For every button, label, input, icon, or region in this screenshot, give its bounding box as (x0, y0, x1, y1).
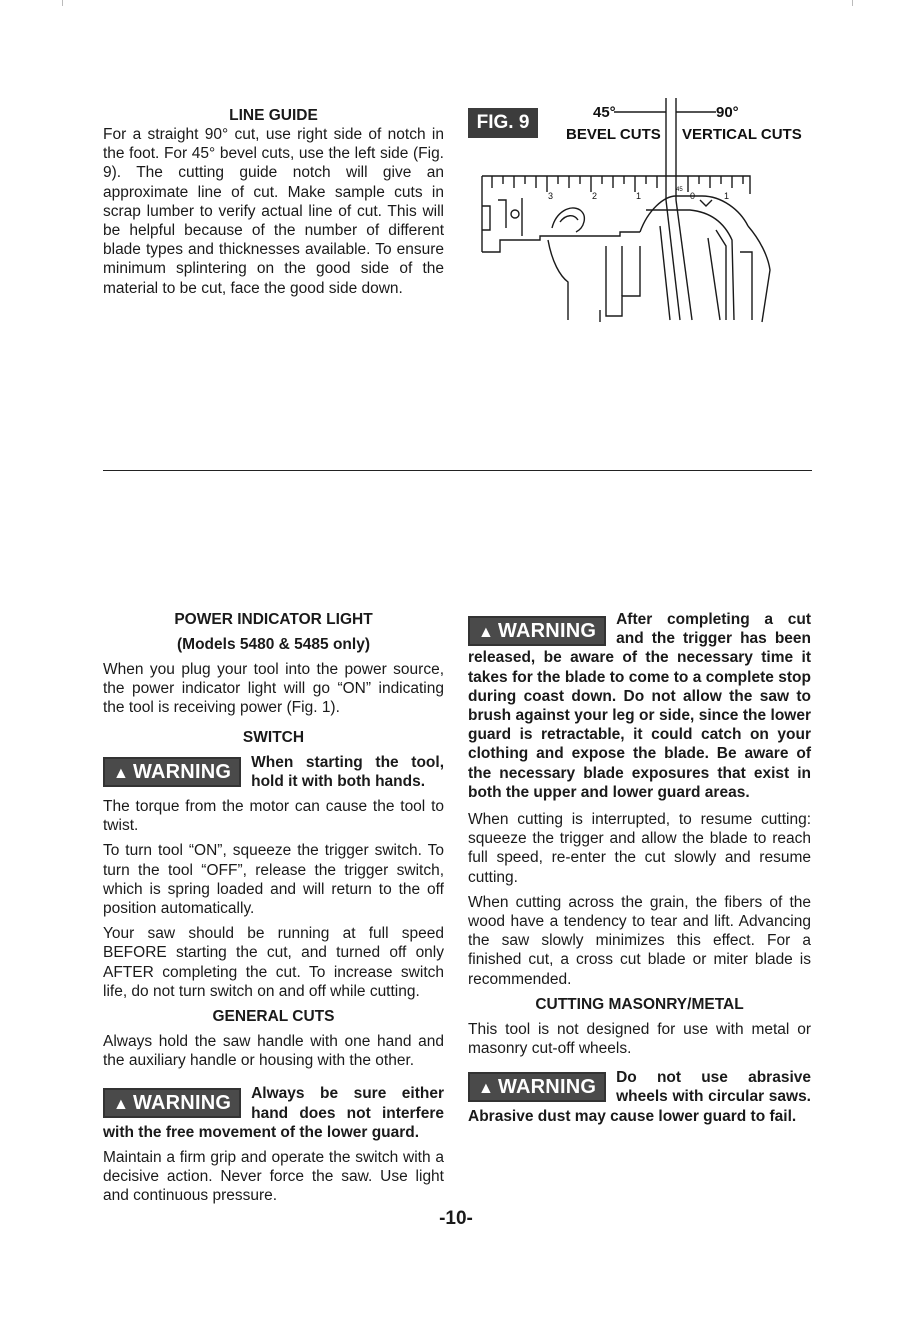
scale-number: 0 (690, 191, 696, 201)
masonry-warning-text: Do not use abrasive wheels with circular saws. Abrasive dust may cause lower guard to fail. (468, 1069, 811, 1125)
warning-triangle-icon: ▲ (113, 764, 130, 782)
power-indicator-models: (Models 5480 & 5485 only) (177, 636, 370, 653)
warning-badge (103, 757, 241, 787)
line-guide-heading: LINE GUIDE (229, 107, 318, 124)
power-indicator-heading: POWER INDICATOR LIGHT (174, 611, 373, 628)
warning-badge-label: WARNING (498, 1076, 597, 1099)
warning-triangle-icon: ▲ (478, 624, 495, 641)
left-column (103, 610, 444, 1212)
warning-badge-label: WARNING (133, 760, 232, 783)
vertical-angle-label: 90° (716, 104, 739, 121)
page-number: -10- (439, 1208, 473, 1229)
coast-down-warning (468, 610, 811, 802)
line-guide-body: For a straight 90° cut, use right side of notch in the foot. For 45° bevel cuts, use the left side (Fig. 9). The cutting guide notch will give an approximate line of cut. Make sample cuts in scrap lumber to verify actual line of cut. This will be helpful because of the number of different blade types and thicknesses available. To ensure minimum splintering on the good side of the material to be cut, face the good side down. (103, 126, 444, 297)
switch-para-2: Your saw should be running at full speed BEFORE starting the cut, and turned off only AFTER completing the cut. To increase switch life, do not turn switch on and off while cutting. (103, 925, 444, 1000)
vertical-cuts-label: VERTICAL CUTS (682, 126, 802, 143)
general-cuts-para-1: Always hold the saw handle with one hand and the auxiliary handle or housing with the other. (103, 1033, 444, 1070)
general-cuts-warning-text: Always be sure either hand does not interfere with the free movement of the lower guard. (103, 1085, 444, 1141)
scale-number: 3 (548, 191, 554, 201)
masonry-heading: CUTTING MASONRY/METAL (535, 995, 744, 1013)
general-cuts-para-2: Maintain a firm grip and operate the switch with a decisive action. Never force the saw. Use light and continuous pressure. (103, 1149, 444, 1205)
general-cuts-warning (103, 1084, 444, 1142)
warning-triangle-icon: ▲ (478, 1080, 495, 1098)
switch-heading: SWITCH (242, 728, 305, 746)
scale-number: 1 (724, 191, 730, 201)
bevel-cuts-label: BEVEL CUTS (566, 126, 661, 143)
masonry-body: This tool is not designed for use with metal or masonry cut-off wheels. (468, 1020, 811, 1058)
warning-badge (103, 1088, 241, 1118)
section-divider (103, 470, 812, 471)
resume-cutting-para: When cutting is interrupted, to resume cutting: squeeze the trigger and allow the blade to reach full speed, re-enter the cut slowly and resume cutting. (468, 811, 811, 886)
scale-number: 1 (636, 191, 642, 201)
warning-badge (468, 1072, 606, 1102)
power-indicator-body: When you plug your tool into the power source, the power indicator light will go “ON” indicating the tool is receiving power (Fig. 1). (103, 661, 444, 717)
switch-warning (103, 753, 444, 791)
scale-number: 45 (676, 187, 683, 193)
warning-badge (468, 616, 606, 646)
switch-torque-note: The torque from the motor can cause the tool to twist. (103, 798, 444, 835)
masonry-warning (468, 1068, 811, 1126)
fig-9-badge: FIG. 9 (468, 108, 538, 138)
right-column (468, 610, 811, 1132)
warning-triangle-icon: ▲ (113, 1096, 130, 1114)
scale-number: 2 (592, 191, 598, 201)
scale-ticks (492, 176, 743, 192)
general-cuts-heading: GENERAL CUTS (212, 1008, 335, 1026)
switch-warning-text: When starting the tool, hold it with both hands. (251, 753, 444, 790)
warning-badge-label: WARNING (498, 620, 597, 642)
bevel-angle-label: 45° (593, 104, 616, 121)
switch-para-1: To turn tool “ON”, squeeze the trigger switch. To turn the tool “OFF”, release the trigger switch, which is spring loaded and will return to the off position automatically. (103, 842, 444, 918)
warning-badge-label: WARNING (133, 1092, 232, 1115)
coast-down-warning-text: After completing a cut and the trigger has been released, be aware of the necessary time it takes for the blade to come to a complete stop during coast down. Do not allow the saw to brush against your leg or side, since the lower guard is retractable, it could catch on your clothing and expose the blade. Be aware of the necessary blade exposures that exist in both the upper and lower guard areas. (468, 611, 811, 801)
cross-grain-para: When cutting across the grain, the fibers of the wood have a tendency to tear and lift. Advancing the saw slowly minimizes this effect. For a finished cut, a cross cut blade or miter blade is recommended. (468, 893, 811, 988)
saw-foot-illustration (0, 0, 912, 340)
